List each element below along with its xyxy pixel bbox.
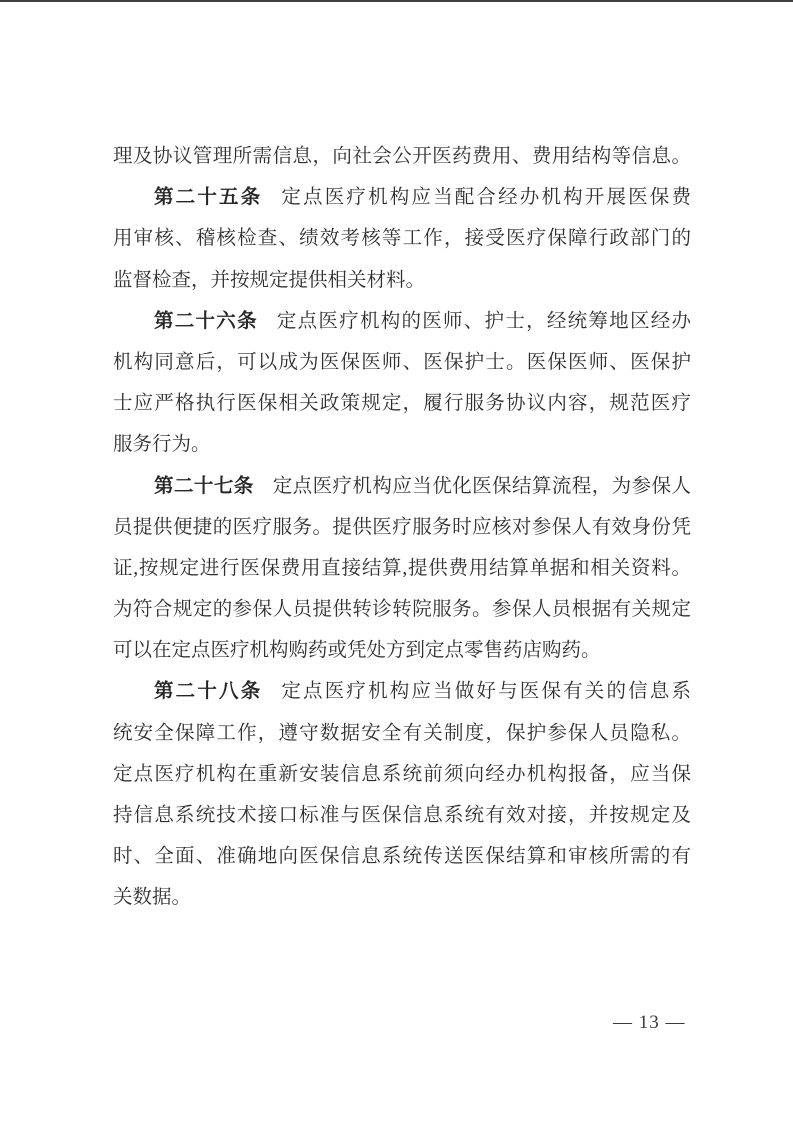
text-line: 时、全面、准确地向医保信息系统传送医保结算和审核所需的有 (113, 846, 691, 868)
text-line: 第二十八条 定点医疗机构应当做好与医保有关的信息系 (154, 681, 691, 703)
scan-edge-artifact (0, 0, 793, 2)
article-number: 第二十五条 (154, 187, 263, 209)
text-line: 监督检查，并按规定提供相关材料。 (113, 269, 426, 291)
page-number: — 13 — (613, 1012, 686, 1033)
article-number: 第二十七条 (154, 475, 254, 497)
document-body (113, 136, 691, 919)
text-line: 关数据。 (113, 887, 192, 909)
text-line: 可以在定点医疗机构购药或凭处方到定点零售药店购药。 (113, 640, 601, 662)
article-number: 第二十八条 (154, 681, 263, 703)
text-line: 持信息系统技术接口标准与医保信息系统有效对接，并按规定及 (113, 805, 691, 826)
text-line: 用审核、稽核检查、绩效考核等工作，接受医疗保障行政部门的 (113, 228, 691, 250)
text-line: 第二十七条 定点医疗机构应当优化医保结算流程，为参保人 (154, 475, 691, 497)
text-line: 统安全保障工作，遵守数据安全有关制度，保护参保人员隐私。 (113, 722, 691, 744)
text-line: 服务行为。 (113, 434, 211, 456)
text-line: 定点医疗机构在重新安装信息系统前须向经办机构报备，应当保 (113, 763, 691, 785)
text-line: 第二十五条 定点医疗机构应当配合经办机构开展医保费 (154, 187, 691, 209)
page-footer (0, 1012, 793, 1042)
text-line: 机构同意后，可以成为医保医师、医保护士。医保医师、医保护 (113, 351, 691, 373)
text-line: 士应严格执行医保相关政策规定，履行服务协议内容，规范医疗 (113, 393, 691, 415)
article-number: 第二十六条 (154, 310, 258, 332)
text-line: 员提供便捷的医疗服务。提供医疗服务时应核对参保人有效身份凭 (113, 516, 691, 538)
text-line: 为符合规定的参保人员提供转诊转院服务。参保人员根据有关规定 (113, 599, 691, 621)
text-line: 证,按规定进行医保费用直接结算,提供费用结算单据和相关资料。 (113, 557, 691, 579)
text-line: 理及协议管理所需信息，向社会公开医药费用、费用结构等信息。 (113, 146, 691, 167)
text-line: 第二十六条 定点医疗机构的医师、护士，经统筹地区经办 (154, 310, 691, 332)
